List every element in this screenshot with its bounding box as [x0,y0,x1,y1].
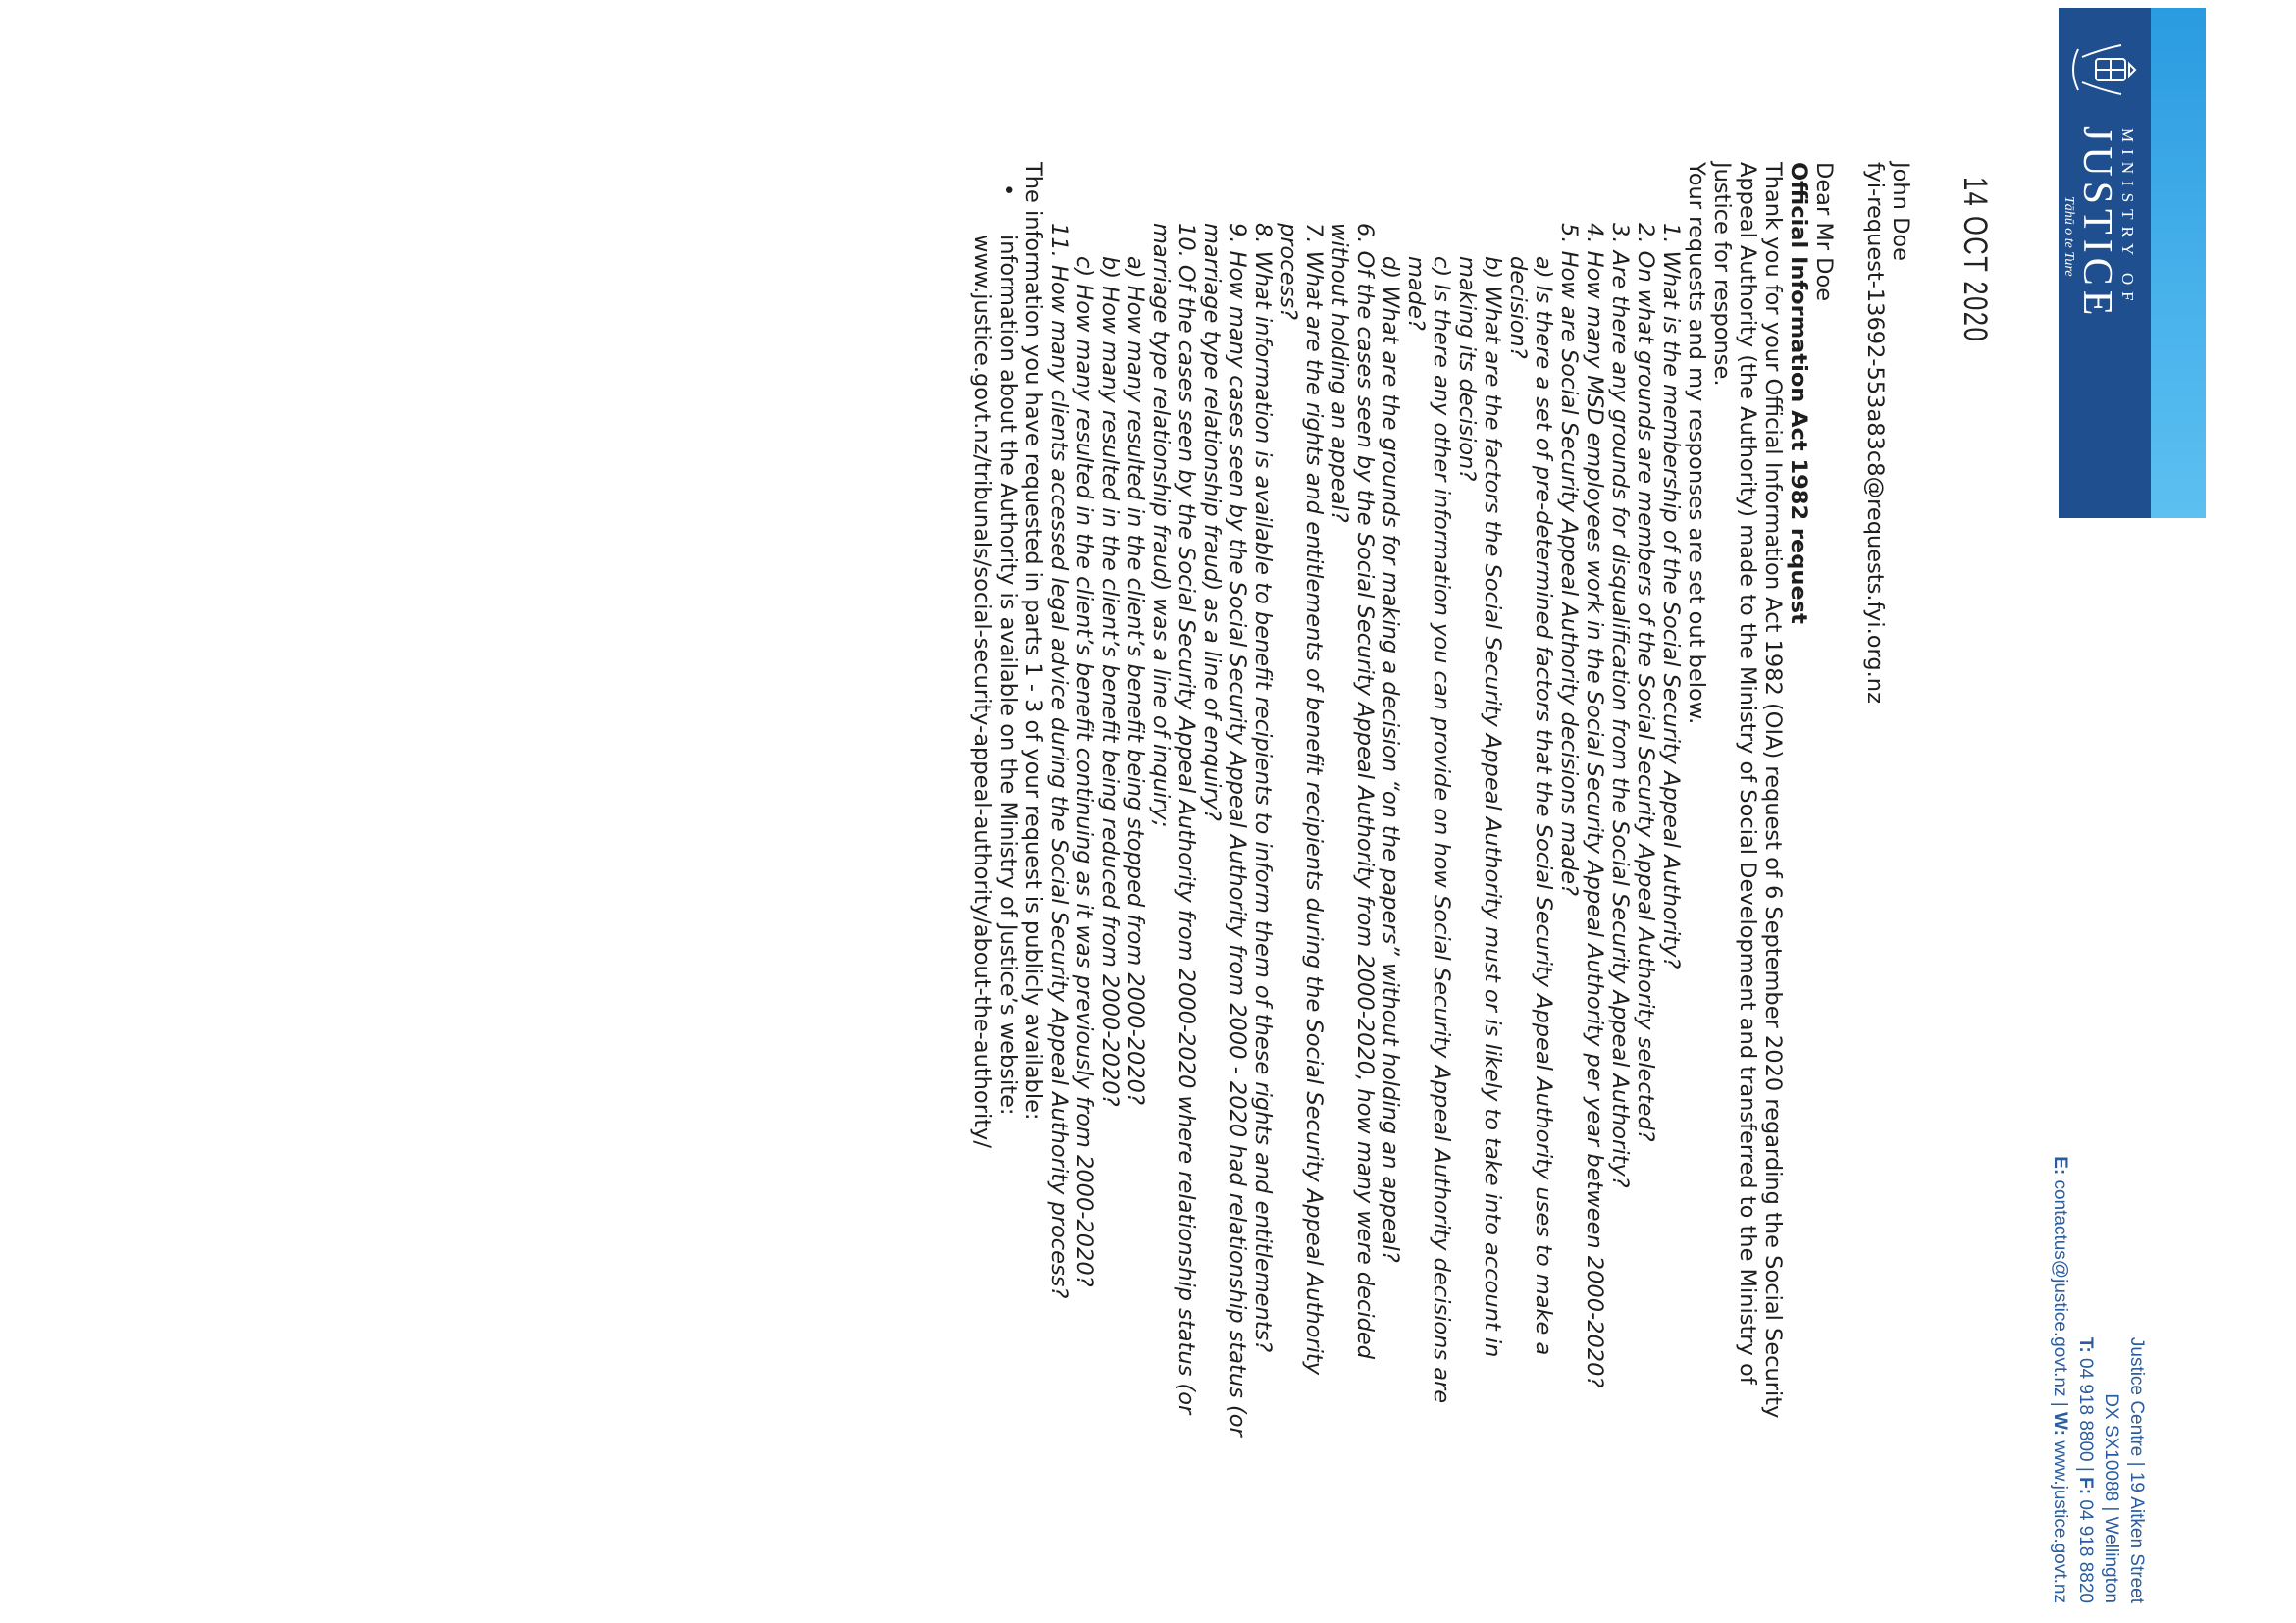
nz-coat-of-arms-icon [2068,35,2139,104]
logo-tagline: Tāhū o te Ture [2061,196,2076,277]
date-stamp: 14 OCT 2020 [1957,177,1994,343]
question-item: 7. What are the rights and entitlements of benefit recipients during the Social Security Appeal Authority process? [1276,223,1327,1376]
list-item [969,183,1020,1438]
sub-question-item: c) How many resulted in the client’s benefit continuing as it was previously from 2000-2020? [1071,256,1097,1287]
recipient-name: John Doe [1888,162,1913,262]
contact-phone-line: T: 04 918 8800 | F: 04 918 8820 [2075,1336,2096,1603]
question-item: 4. How many MSD employees work in the Social Security Appeal Authority per year between 2000-2020? [1582,223,1607,1388]
request-questions [1046,162,1684,1438]
question-item: 9. How many cases seen by the Social Security Appeal Authority from 2000 - 2020 had relationship status (or marriage type relationship fraud) as a line of enquiry? [1199,223,1250,1437]
question-item: 11. How many clients accessed legal advice during the Social Security Appeal Authority process? [1046,223,1071,1299]
question-item: 10. Of the cases seen by the Social Security Appeal Authority from 2000-2020 where relationship status (or marriage type relationship fraud) was a line of inquiry; [1148,223,1199,1415]
recipient-address [1862,162,1913,1438]
authority-info-link-text: information about the Authority is available on the Ministry of Justice’s website: www.justice.govt.nz/tribunals/social-security-appeal-authority/about-the-authority/ [969,235,1020,1148]
sub-question-item: b) How many resulted in the client’s benefit being reduced from 2000-2020? [1097,256,1122,1107]
sub-question-item: b) What are the factors the Social Security Appeal Authority must or is likely to take into account in making its decision? [1454,256,1505,1358]
contact-block [2047,1054,2149,1603]
logo-justice: JUSTICE [2074,126,2119,321]
question-item: 2. On what grounds are members of the Social Security Appeal Authority selected? [1633,223,1658,1142]
sub-question-item: a) How many resulted in the client’s benefit being stopped from 2000-2020? [1122,256,1148,1105]
letter-heading: Official Information Act 1982 request [1786,162,1811,624]
sub-question-item: c) Is there any other information you can provide on how Social Security Appeal Authority decisions are made? [1403,256,1454,1404]
question-item: 3. Are there any grounds for disqualification from the Social Security Appeal Authority? [1607,223,1633,1188]
contact-address: Justice Centre | 19 Aitken Street [2126,1336,2147,1603]
ministry-logo [2059,8,2206,518]
recipient-email: fyi-request-13692-553a83c8@requests.fyi.org.nz [1862,162,1888,704]
public-info-paragraph: The information you have requested in parts 1 - 3 of your request is publicly available: [1020,162,1046,1121]
fax-number: 04 918 8820 [2075,1499,2096,1603]
public-info-list [969,162,1020,1438]
website-link[interactable]: www.justice.govt.nz [2050,1440,2070,1603]
question-item: 5. How are Social Security Appeal Authority decisions made? [1556,223,1582,896]
salutation: Dear Mr Doe [1811,162,1837,302]
logo-stripe [2151,8,2206,518]
contact-web-line: E: contactus@justice.govt.nz | W: www.justice.govt.nz [2050,1156,2070,1603]
sub-question-item: a) Is there a set of pre-determined factors that the Social Security Appeal Authority uses to make a decision? [1505,256,1556,1356]
question-item: 1. What is the membership of the Social Security Appeal Authority? [1658,223,1684,969]
phone-number: 04 918 8800 [2075,1357,2096,1462]
question-item: 8. What information is available to benefit recipients to inform them of these rights and entitlements? [1250,223,1276,1353]
contact-email-link[interactable]: contactus@justice.govt.nz [2050,1179,2070,1397]
letter-body [969,162,1913,1438]
sub-question-item: d) What are the grounds for making a decision “on the papers” without holding an appeal? [1378,256,1403,1263]
contact-dx: DX SX10088 | Wellington [2101,1393,2121,1603]
logo-ministry-of: MINISTRY OF [2118,128,2137,308]
intro-paragraph: Thank you for your Official Information Act 1982 (OIA) request of 6 September 2020 regarding the Social Security Appeal Authority (the Authority) made to the Ministry of Social Development and transferred to the Ministry of Justice for response. [1709,162,1786,1419]
lead-paragraph: Your requests and my responses are set out below. [1684,162,1709,725]
question-item: 6. Of the cases seen by the Social Security Appeal Authority from 2000-2020, how many were decided without holding an appeal? [1327,223,1378,1360]
bullet-icon: • [995,183,1020,197]
